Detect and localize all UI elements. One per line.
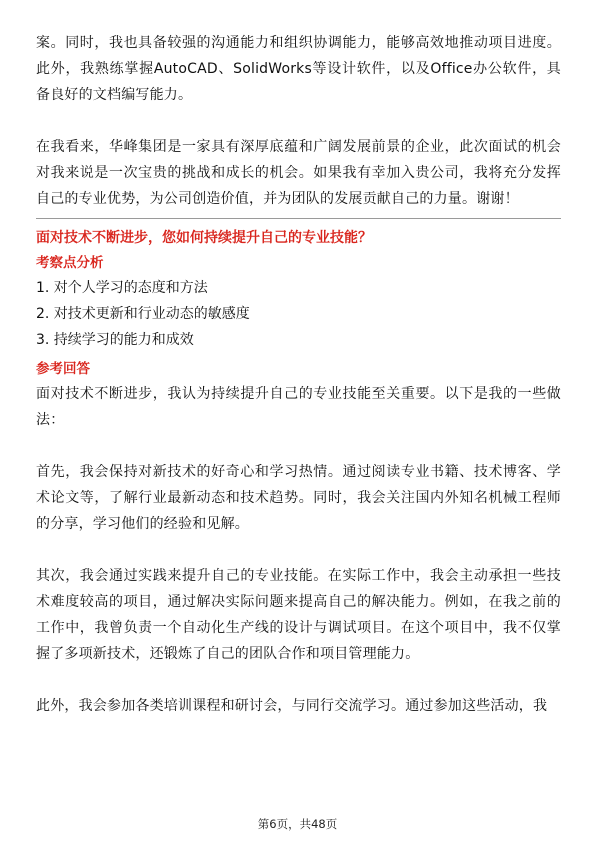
answer-paragraph: 其次，我会通过实践来提升自己的专业技能。在实际工作中，我会主动承担一些技术难度较高的项目，通过解决实际问题来提高自己的解决能力。例如，在我之前的工作中，我曾负责一个自动化生产线的设计与调试项目。在这个项目中，我不仅掌握了多项新技术，还锻炼了自己的团队合作和项目管理能力。 (36, 568, 561, 662)
answer-paragraph: 面对技术不断进步，我认为持续提升自己的专业技能至关重要。以下是我的一些做法： (36, 386, 561, 428)
page-number: 第6页，共48页 (257, 817, 338, 831)
intro-paragraph-2: 在我看来，华峰集团是一家具有深厚底蕴和广阔发展前景的企业，此次面试的机会对我来说是一次宝贵的挑战和成长的机会。如果我有幸加入贵公司，我将充分发挥自己的专业优势，为公司创造价值，并为团队的发展贡献自己的力量。谢谢！ (36, 139, 561, 207)
answer-paragraph: 首先，我会保持对新技术的好奇心和学习热情。通过阅读专业书籍、技术博客、学术论文等，了解行业最新动态和技术趋势。同时，我会关注国内外知名机械工程师的分享，学习他们的经验和见解。 (36, 464, 561, 532)
paragraph-gap (36, 433, 561, 459)
analysis-item: 2. 对技术更新和行业动态的敏感度 (36, 306, 250, 322)
analysis-item: 3. 持续学习的能力和成效 (36, 332, 194, 348)
answer-title: 参考回答 (36, 361, 90, 377)
answer-paragraph: 此外，我会参加各类培训课程和研讨会，与同行交流学习。通过参加这些活动，我 (36, 698, 548, 714)
paragraph-gap (36, 537, 561, 563)
paragraph-gap (36, 108, 561, 134)
analysis-item: 1. 对个人学习的态度和方法 (36, 280, 208, 296)
document-page (36, 30, 561, 719)
analysis-list (36, 275, 561, 353)
analysis-title: 考察点分析 (36, 255, 104, 271)
section-divider (36, 218, 561, 219)
paragraph-gap (36, 667, 561, 693)
question-heading: 面对技术不断进步，您如何持续提升自己的专业技能？ (36, 230, 372, 246)
intro-paragraph-1: 案。同时，我也具备较强的沟通能力和组织协调能力，能够高效地推动项目进度。此外，我熟练掌握AutoCAD、SolidWorks等设计软件，以及Office办公软件，具备良好的文档编写能力。 (36, 35, 561, 103)
